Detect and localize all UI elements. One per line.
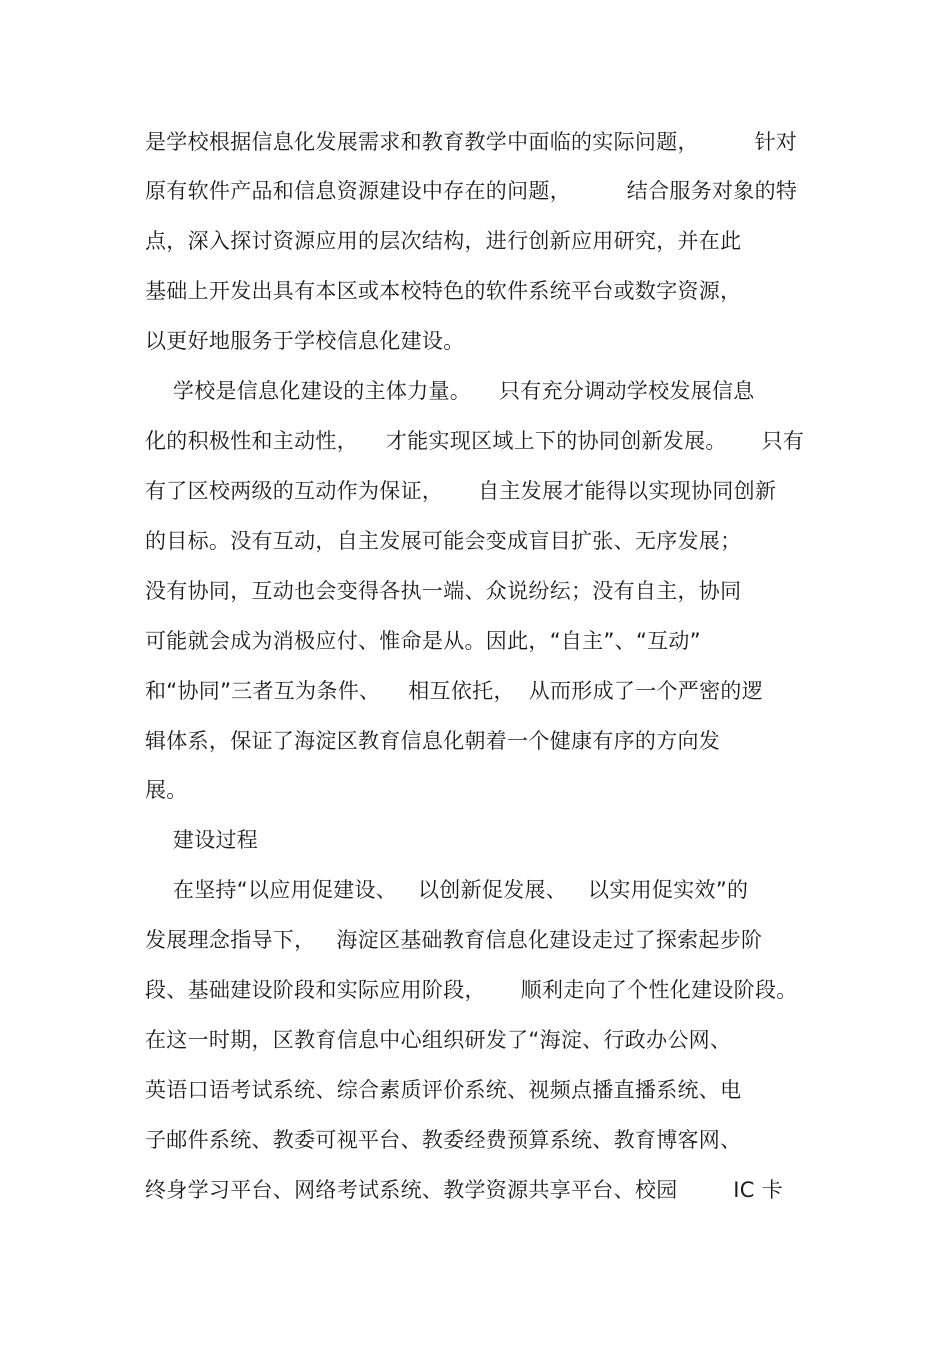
text-line-8: 有了区校两级的互动作为保证， 自主发展才能得以实现协同创新: [145, 479, 777, 503]
text-line-18: 段、基础建设阶段和实际应用阶段， 顺利走向了个性化建设阶段。: [145, 978, 798, 1002]
text-line-6: 学校是信息化建设的主体力量。 只有充分调动学校发展信息: [145, 379, 755, 403]
text-line-19: 在这一时期，区教育信息中心组织研发了“海淀、行政办公网、: [145, 1028, 732, 1052]
text-line-20: 英语口语考试系统、综合素质评价系统、视频点播直播系统、电: [145, 1078, 742, 1102]
text-line-17: 发展理念指导下， 海淀区基础教育信息化建设走过了探索起步阶: [145, 928, 763, 952]
text-line-13: 辑体系，保证了海淀区教育信息化朝着一个健康有序的方向发: [145, 729, 721, 753]
text-line-11: 可能就会成为消极应付、惟命是从。因此，“自主”、“互动”: [145, 629, 701, 653]
text-line-22: 终身学习平台、网络考试系统、教学资源共享平台、校园 IC 卡: [145, 1178, 784, 1202]
text-line-5: 以更好地服务于学校信息化建设。: [145, 329, 465, 353]
text-line-9: 的目标。没有互动，自主发展可能会变成盲目扩张、无序发展；: [145, 529, 742, 553]
section-heading: 建设过程: [145, 828, 259, 852]
text-line-10: 没有协同，互动也会变得各执一端、众说纷纭；没有自主，协同: [145, 579, 742, 603]
text-line-7: 化的积极性和主动性， 才能实现区域上下的协同创新发展。 只有: [145, 429, 805, 453]
text-line-1: 是学校根据信息化发展需求和教育教学中面临的实际问题， 针对: [145, 130, 798, 154]
text-line-21: 子邮件系统、教委可视平台、教委经费预算系统、教育博客网、: [145, 1128, 742, 1152]
text-line-4: 基础上开发出具有本区或本校特色的软件系统平台或数字资源，: [145, 279, 742, 303]
text-line-3: 点，深入探讨资源应用的层次结构，进行创新应用研究，并在此: [145, 229, 742, 253]
text-line-14: 展。: [145, 778, 188, 802]
text-line-12: 和“协同”三者互为条件、 相互依托， 从而形成了一个严密的逻: [145, 679, 764, 703]
text-line-2: 原有软件产品和信息资源建设中存在的问题， 结合服务对象的特: [145, 179, 798, 203]
text-line-16: 在坚持“以应用促建设、 以创新促发展、 以实用促实效”的: [145, 878, 749, 902]
